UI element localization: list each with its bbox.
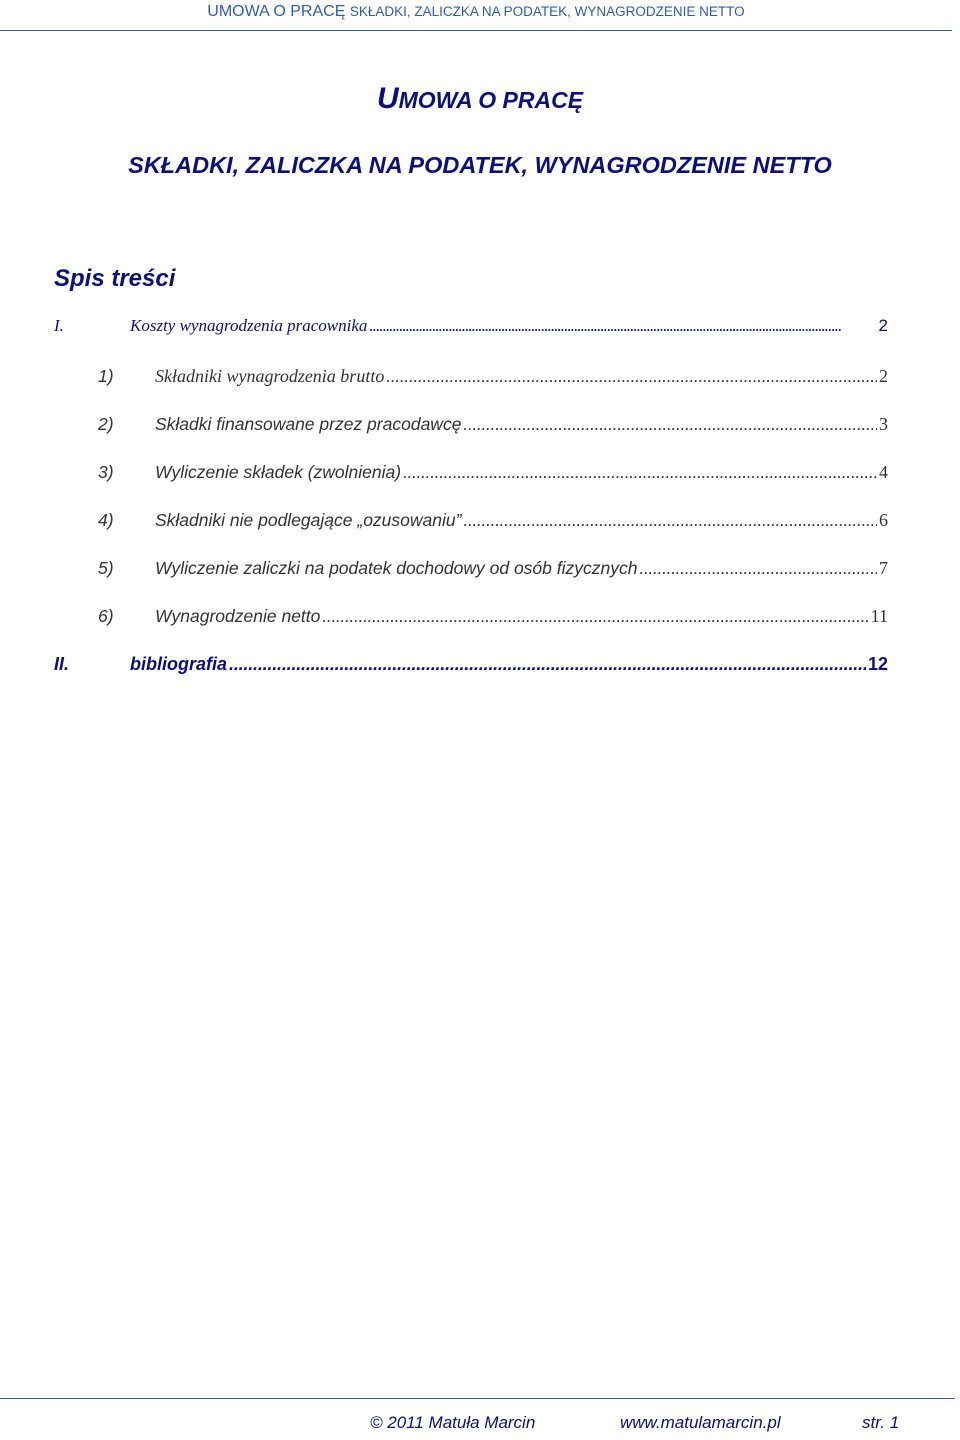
- toc-entry-label: Koszty wynagrodzenia pracownika: [130, 316, 368, 335]
- footer-divider: [0, 1398, 955, 1399]
- toc-dot-leader: [403, 462, 877, 483]
- toc-entry-page: 4: [879, 462, 888, 482]
- toc-entry-number: 5): [98, 558, 114, 578]
- toc-dot-leader: [369, 316, 876, 336]
- toc-heading: Spis treści: [54, 265, 176, 292]
- toc-dot-leader: [463, 414, 877, 435]
- toc-dot-leader: [463, 510, 877, 531]
- toc-entry-label: Składniki wynagrodzenia brutto: [155, 366, 385, 386]
- toc-entry-page: 6: [879, 510, 888, 530]
- toc-entry-label: Wynagrodzenie netto: [155, 606, 321, 626]
- header-subtitle: SKŁADKI, ZALICZKA NA PODATEK, WYNAGRODZENIE NETTO: [349, 4, 745, 19]
- toc-entry-wyliczenie-skladek[interactable]: [98, 462, 888, 483]
- toc-entry-bibliografia[interactable]: [54, 654, 888, 675]
- toc-entry-skladniki-brutto[interactable]: [98, 366, 888, 387]
- toc-entry-page: 12: [867, 654, 888, 674]
- toc-entry-number: 2): [98, 414, 114, 434]
- toc-entry-skladniki-nieozusowane[interactable]: [98, 510, 888, 531]
- toc-entry-page: 2: [879, 366, 888, 386]
- toc-entry-number: 3): [98, 462, 114, 482]
- toc-entry-number: 6): [98, 606, 114, 626]
- toc-entry-number: 4): [98, 510, 114, 530]
- toc-dot-leader: [639, 558, 877, 579]
- toc-entry-number: I.: [54, 316, 64, 335]
- footer-page-number: str. 1: [862, 1413, 900, 1432]
- toc-entry-label: Wyliczenie składek (zwolnienia): [155, 462, 402, 482]
- toc-entry-number: 1): [98, 366, 114, 386]
- toc-entry-label: Składki finansowane przez pracodawcę: [155, 414, 462, 434]
- toc-entry-page: 3: [879, 414, 888, 434]
- toc-dot-leader: [322, 606, 868, 627]
- toc-entry-number: II.: [54, 654, 70, 674]
- toc-entry-skladki-pracodawcy[interactable]: [98, 414, 888, 435]
- toc-entry-koszty-wynagrodzenia[interactable]: [54, 316, 888, 336]
- toc-dot-leader: [229, 654, 866, 675]
- toc-dot-leader: [386, 366, 877, 387]
- document-title: [0, 82, 960, 116]
- toc-entry-label: Wyliczenie zaliczki na podatek dochodowy od osób fizycznych: [155, 558, 638, 578]
- toc-entry-label: Składniki nie podlegające „ozusowaniu”: [155, 510, 462, 530]
- document-title-initial: U: [376, 82, 399, 115]
- toc-entry-label: bibliografia: [130, 654, 228, 674]
- toc-entry-page: 7: [879, 558, 888, 578]
- footer-copyright: © 2011 Matuła Marcin: [370, 1413, 536, 1432]
- document-title-rest: MOWA O PRACĘ: [398, 87, 584, 113]
- toc-entry-page: 2: [878, 316, 888, 335]
- header-main-title: UMOWA O PRACĘ: [207, 3, 346, 20]
- toc-entry-wynagrodzenie-netto[interactable]: [98, 606, 888, 627]
- page-header: [0, 0, 952, 31]
- toc-entry-zaliczka-na-podatek[interactable]: [98, 558, 888, 579]
- header-title: [0, 3, 952, 21]
- toc-entry-page: 11: [870, 606, 888, 626]
- footer-website-link[interactable]: www.matulamarcin.pl: [620, 1413, 781, 1432]
- document-subtitle: SKŁADKI, ZALICZKA NA PODATEK, WYNAGRODZENIE NETTO: [128, 152, 832, 178]
